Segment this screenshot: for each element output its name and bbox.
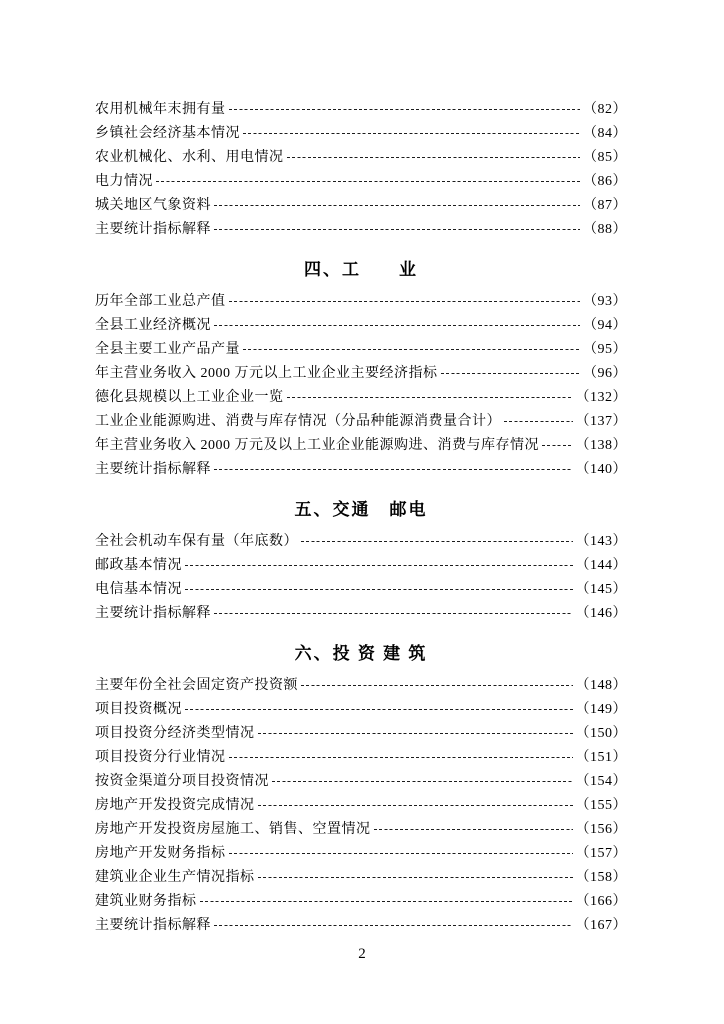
toc-entry bbox=[95, 744, 627, 768]
toc-leader-dots bbox=[214, 925, 573, 926]
section-heading: 五、交通 邮电 bbox=[294, 500, 428, 519]
toc-leader-dots bbox=[272, 781, 573, 782]
toc-entry-page: （140） bbox=[575, 462, 627, 477]
toc-entry-title: 电信基本情况 bbox=[95, 582, 182, 597]
toc-leader-dots bbox=[287, 157, 581, 158]
toc-entry-page: （88） bbox=[583, 222, 627, 237]
toc-entry bbox=[95, 576, 627, 600]
toc-entry bbox=[95, 600, 627, 624]
toc-entry-page: （132） bbox=[575, 390, 627, 405]
toc-entry-page: （144） bbox=[575, 558, 627, 573]
toc-entry-title: 项目投资概况 bbox=[95, 702, 182, 717]
toc-leader-dots bbox=[229, 853, 573, 854]
toc-entry bbox=[95, 288, 627, 312]
toc-leader-dots bbox=[214, 229, 580, 230]
toc-entry bbox=[95, 912, 627, 936]
toc-entry-title: 主要统计指标解释 bbox=[95, 462, 211, 477]
toc-entry-page: （96） bbox=[583, 366, 627, 381]
toc-entry-title: 房地产开发财务指标 bbox=[95, 846, 226, 861]
toc-entry bbox=[95, 168, 627, 192]
toc-entry bbox=[95, 336, 627, 360]
toc-leader-dots bbox=[441, 373, 581, 374]
toc-entry-page: （87） bbox=[583, 198, 627, 213]
toc-entry-title: 电力情况 bbox=[95, 174, 153, 189]
toc-entry-title: 全县工业经济概况 bbox=[95, 318, 211, 333]
toc-entry-title: 主要统计指标解释 bbox=[95, 918, 211, 933]
page-number: 2 bbox=[358, 946, 366, 962]
toc-entry bbox=[95, 456, 627, 480]
toc-leader-dots bbox=[258, 733, 573, 734]
toc-leader-dots bbox=[229, 301, 581, 302]
toc-entry-title: 主要年份全社会固定资产投资额 bbox=[95, 678, 298, 693]
toc-entry-page: （93） bbox=[583, 294, 627, 309]
toc-entry-page: （143） bbox=[575, 534, 627, 549]
toc-leader-dots bbox=[243, 133, 580, 134]
toc-leader-dots bbox=[156, 181, 580, 182]
toc-entry-page: （94） bbox=[583, 318, 627, 333]
toc-leader-dots bbox=[185, 589, 573, 590]
toc-leader-dots bbox=[301, 541, 573, 542]
toc-entry-title: 按资金渠道分项目投资情况 bbox=[95, 774, 269, 789]
toc-entry-title: 建筑业企业生产情况指标 bbox=[95, 870, 255, 885]
toc-entry-title: 历年全部工业总产值 bbox=[95, 294, 226, 309]
toc-entry-page: （84） bbox=[583, 126, 627, 141]
section-heading: 六、投 资 建 筑 bbox=[294, 644, 428, 663]
toc-leader-dots bbox=[504, 421, 573, 422]
toc-entry bbox=[95, 432, 627, 456]
toc-entry-page: （146） bbox=[575, 606, 627, 621]
toc-entry-title: 建筑业财务指标 bbox=[95, 894, 197, 909]
toc-entry-page: （154） bbox=[575, 774, 627, 789]
toc-leader-dots bbox=[214, 469, 573, 470]
toc-entry-page: （95） bbox=[583, 342, 627, 357]
toc-leader-dots bbox=[374, 829, 573, 830]
toc-entry bbox=[95, 312, 627, 336]
toc-entry-page: （155） bbox=[575, 798, 627, 813]
toc-entry-page: （151） bbox=[575, 750, 627, 765]
toc-leader-dots bbox=[185, 565, 573, 566]
toc-entry-title: 项目投资分经济类型情况 bbox=[95, 726, 255, 741]
toc-entry bbox=[95, 768, 627, 792]
toc-entry bbox=[95, 720, 627, 744]
toc-entry-page: （156） bbox=[575, 822, 627, 837]
toc-entry-title: 房地产开发投资房屋施工、销售、空置情况 bbox=[95, 822, 371, 837]
toc-entry-page: （166） bbox=[575, 894, 627, 909]
toc-entry-page: （138） bbox=[575, 438, 627, 453]
toc-leader-dots bbox=[214, 325, 580, 326]
toc-leader-dots bbox=[301, 685, 573, 686]
toc-entry-page: （158） bbox=[575, 870, 627, 885]
toc-entry bbox=[95, 672, 627, 696]
toc-entry bbox=[95, 192, 627, 216]
toc-leader-dots bbox=[214, 205, 580, 206]
toc-entry-page: （150） bbox=[575, 726, 627, 741]
toc-entry-page: （82） bbox=[583, 102, 627, 117]
toc-entry bbox=[95, 792, 627, 816]
toc-leader-dots bbox=[214, 613, 573, 614]
toc-entry-title: 全社会机动车保有量（年底数） bbox=[95, 534, 298, 549]
toc-entry-page: （85） bbox=[583, 150, 627, 165]
toc-entry bbox=[95, 888, 627, 912]
toc-entry bbox=[95, 864, 627, 888]
section-heading: 四、工 业 bbox=[304, 260, 418, 279]
toc-entry bbox=[95, 360, 627, 384]
toc-entry-title: 年主营业务收入 2000 万元及以上工业企业能源购进、消费与库存情况 bbox=[95, 438, 539, 453]
toc-entry bbox=[95, 552, 627, 576]
toc-content bbox=[95, 96, 627, 936]
toc-leader-dots bbox=[542, 445, 573, 446]
toc-leader-dots bbox=[243, 349, 580, 350]
toc-entry-page: （145） bbox=[575, 582, 627, 597]
toc-entry-page: （167） bbox=[575, 918, 627, 933]
toc-entry-title: 全县主要工业产品产量 bbox=[95, 342, 240, 357]
toc-entry-title: 主要统计指标解释 bbox=[95, 222, 211, 237]
toc-leader-dots bbox=[258, 805, 573, 806]
toc-entry-title: 乡镇社会经济基本情况 bbox=[95, 126, 240, 141]
toc-leader-dots bbox=[200, 901, 573, 902]
toc-entry-page: （86） bbox=[583, 174, 627, 189]
toc-entry-title: 房地产开发投资完成情况 bbox=[95, 798, 255, 813]
toc-leader-dots bbox=[229, 109, 581, 110]
toc-entry-title: 项目投资分行业情况 bbox=[95, 750, 226, 765]
toc-entry bbox=[95, 696, 627, 720]
toc-entry-title: 工业企业能源购进、消费与库存情况（分品种能源消费量合计） bbox=[95, 414, 501, 429]
toc-leader-dots bbox=[229, 757, 573, 758]
toc-entry bbox=[95, 816, 627, 840]
toc-entry-page: （148） bbox=[575, 678, 627, 693]
toc-entry bbox=[95, 144, 627, 168]
toc-entry-title: 主要统计指标解释 bbox=[95, 606, 211, 621]
toc-entry bbox=[95, 216, 627, 240]
toc-entry-page: （157） bbox=[575, 846, 627, 861]
toc-leader-dots bbox=[185, 709, 573, 710]
toc-entry-title: 年主营业务收入 2000 万元以上工业企业主要经济指标 bbox=[95, 366, 438, 381]
toc-leader-dots bbox=[287, 397, 573, 398]
toc-entry-title: 德化县规模以上工业企业一览 bbox=[95, 390, 284, 405]
toc-entry-title: 邮政基本情况 bbox=[95, 558, 182, 573]
toc-leader-dots bbox=[258, 877, 573, 878]
toc-entry-title: 农用机械年末拥有量 bbox=[95, 102, 226, 117]
toc-entry bbox=[95, 408, 627, 432]
toc-entry bbox=[95, 120, 627, 144]
toc-entry-page: （149） bbox=[575, 702, 627, 717]
toc-entry-page: （137） bbox=[575, 414, 627, 429]
toc-entry-title: 农业机械化、水利、用电情况 bbox=[95, 150, 284, 165]
toc-entry bbox=[95, 96, 627, 120]
toc-entry bbox=[95, 528, 627, 552]
toc-entry bbox=[95, 840, 627, 864]
toc-entry-title: 城关地区气象资料 bbox=[95, 198, 211, 213]
toc-entry bbox=[95, 384, 627, 408]
